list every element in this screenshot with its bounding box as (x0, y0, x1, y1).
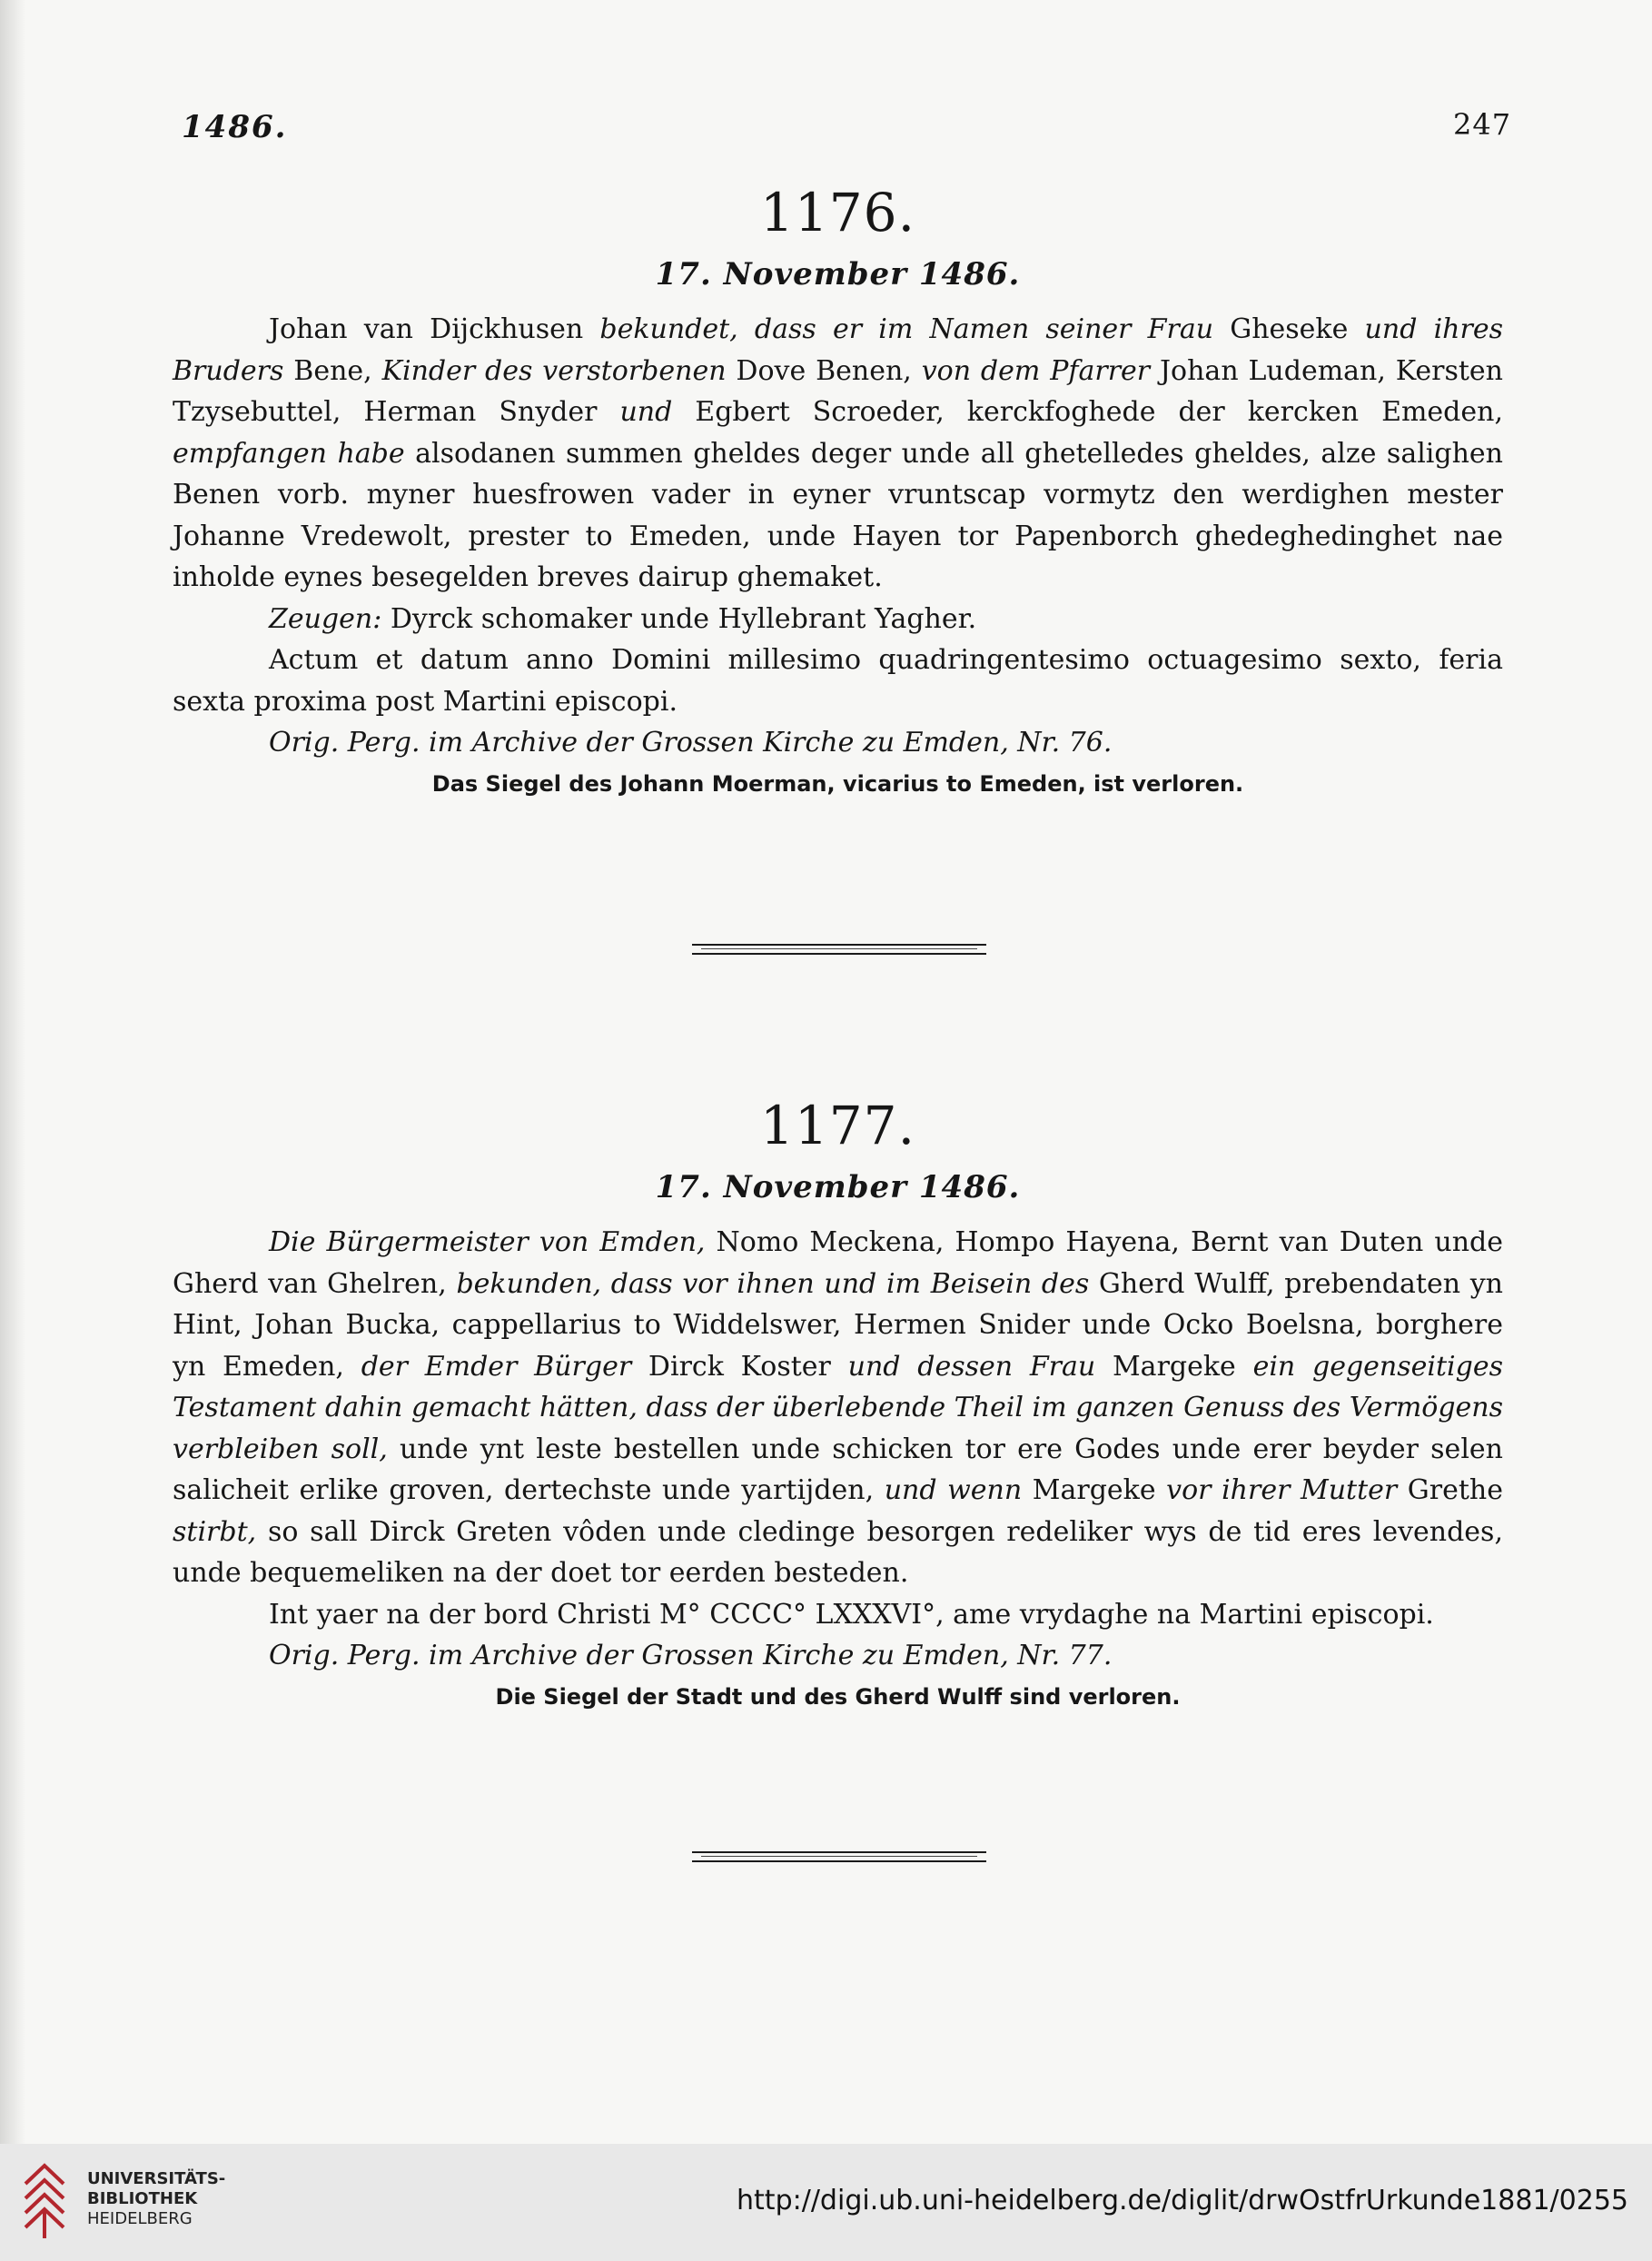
source-citation (173, 1635, 1503, 1677)
witnesses-label: Zeugen: (269, 602, 382, 635)
permalink-url[interactable]: http://digi.ub.uni-heidelberg.de/diglit/drwOstfrUrkunde1881/0255 (737, 2185, 1628, 2216)
source-text-segment: Nomo Meckena, Hompo Hayena, Bernt van Duten unde Gherd van Ghelren, (173, 1226, 1503, 1300)
source-text-segment: so sall Dirck Greten vôden unde cledinge besorgen redeliker wys de tid eres levendes, unde bequemeliken na der doet tor eerden besteden. (173, 1515, 1503, 1589)
source-text-segment: Bene, (283, 354, 382, 387)
document-number: 1176. (759, 182, 916, 243)
document-body (173, 309, 1503, 599)
library-name-line2: BIBLIOTHEK (87, 2189, 198, 2208)
library-name-line3: HEIDELBERG (87, 2209, 193, 2228)
source-text-segment: Grethe (1397, 1474, 1503, 1506)
italic-summary-segment: stirbt, (173, 1515, 257, 1548)
italic-summary-segment: und ihres Bruders (173, 313, 1503, 387)
source-text-segment: Gheseke (1213, 313, 1365, 345)
source-text-segment: unde ynt leste bestellen unde schicken tor ere Godes unde erer beyder selen salicheit erlike groven, dertechste unde yartijden, (173, 1433, 1503, 1506)
source-citation (173, 722, 1503, 764)
italic-summary-segment: der Emder Bürger (361, 1350, 632, 1383)
footer-bar (0, 2144, 1652, 2261)
actum-line: Actum et datum anno Domini millesimo quadringentesimo octuagesimo sexto, feria sexta proxima post Martini episcopi. (173, 644, 1503, 718)
document-date: 17. November 1486. (655, 256, 1021, 293)
source-text-segment: Johan Ludeman, Kersten Tzysebuttel, Herman Snyder (173, 354, 1504, 428)
document-body (173, 1222, 1503, 1594)
library-name (87, 2169, 225, 2229)
italic-summary-segment: und dessen Frau (847, 1350, 1096, 1383)
source-text-segment: alsodanen summen gheldes deger unde all ghetelledes gheldes, alze salighen Benen vorb. myner huesfrowen vader in eyner vruntscap vormytz den werdighen mester Johanne Vredewolt, prester to Emeden, unde Hayen tor Papenborch ghedeghedinghet nae inholde eynes besegelden breves dairup ghemaket. (173, 437, 1503, 593)
document-1177 (173, 1095, 1503, 1710)
seal-note: Die Siegel der Stadt und des Gherd Wulff sind verloren. (495, 1683, 1181, 1710)
actum-line: Int yaer na der bord Christi M° CCCC° LXXXVI°, ame vrydaghe na Martini episcopi. (269, 1598, 1434, 1631)
italic-summary-segment: und wenn (884, 1474, 1023, 1506)
source-text-segment: Dirck Koster (631, 1350, 848, 1383)
italic-summary-segment: empfangen habe (173, 437, 405, 470)
source-citation-text: Orig. Perg. im Archive der Grossen Kirche zu Emden, Nr. 76. (269, 727, 1113, 759)
running-header-year: 1486. (182, 109, 288, 145)
document-number: 1177. (759, 1095, 916, 1156)
source-text-segment: Margeke (1022, 1474, 1167, 1506)
italic-summary-segment: vor ihrer Mutter (1166, 1474, 1398, 1506)
source-text-segment: Gherd Wulff, prebendaten yn Hint, Johan Bucka, cappellarius to Widdelswer, Hermen Snider unde Ocko Boelsna, borghere yn Emeden, (173, 1267, 1504, 1383)
source-text-segment: Dove Benen, (726, 354, 922, 387)
document-1176 (173, 182, 1503, 797)
source-text-segment: Johan van Dijckhusen (269, 313, 600, 345)
page-number: 247 (1453, 107, 1512, 142)
source-text-segment: Margeke (1095, 1350, 1253, 1383)
source-text-segment: Egbert Scroeder, kerckfoghede der kercken Emeden, (672, 396, 1503, 428)
italic-summary-segment: von dem Pfarrer (921, 354, 1151, 387)
section-divider (692, 1851, 986, 1862)
italic-summary-segment: bekundet, dass er im Namen seiner Frau (599, 313, 1214, 345)
page-edge-shadow (0, 0, 25, 2144)
source-citation-text: Orig. Perg. im Archive der Grossen Kirche zu Emden, Nr. 77. (269, 1640, 1113, 1671)
witnesses-text: Dyrck schomaker unde Hyllebrant Yagher. (381, 602, 977, 635)
italic-summary-segment: und (619, 396, 673, 428)
italic-summary-segment: bekunden, dass vor ihnen und im Beisein des (456, 1267, 1090, 1300)
italic-summary-segment: ein gegenseitiges Testament dahin gemacht hätten, dass der überlebende Theil im ganzen Genuss des Vermögens verbleiben soll, (173, 1350, 1503, 1465)
italic-summary-segment: Kinder des verstorbenen (381, 354, 727, 387)
section-divider (692, 944, 986, 955)
document-date: 17. November 1486. (655, 1169, 1021, 1205)
seal-note: Das Siegel des Johann Moerman, vicarius to Emeden, ist verloren. (431, 770, 1244, 797)
italic-summary-segment: Die Bürgermeister von Emden, (269, 1226, 706, 1258)
witnesses-line (173, 599, 1503, 640)
heidelberg-library-logo-icon (20, 2157, 69, 2244)
library-name-line1: UNIVERSITÄTS- (87, 2169, 226, 2188)
